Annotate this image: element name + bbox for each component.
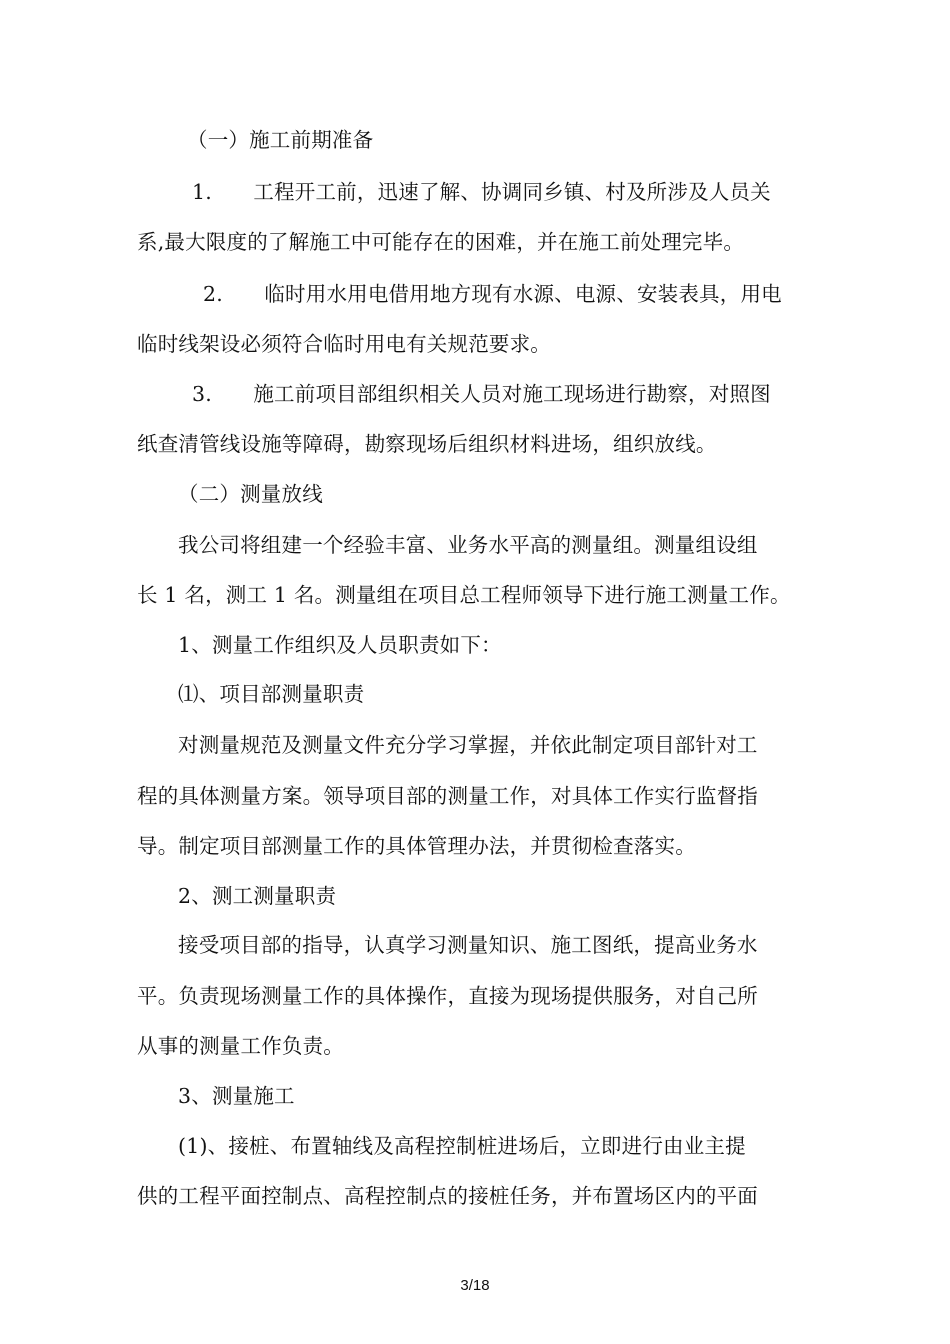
paragraph-line: 1. 工程开工前，迅速了解、协调同乡镇、村及所涉及人员关: [192, 180, 771, 204]
paragraph-line: 从事的测量工作负责。: [137, 1034, 344, 1058]
section-heading-1: （一）施工前期准备: [187, 128, 374, 152]
paragraph-line: 系,最大限度的了解施工中可能存在的困难，并在施工前处理完毕。: [137, 230, 745, 254]
subheading-line: 1、测量工作组织及人员职责如下：: [178, 633, 502, 657]
paragraph-line: 3. 施工前项目部组织相关人员对施工现场进行勘察，对照图: [192, 382, 771, 406]
paragraph-line: 接受项目部的指导，认真学习测量知识、施工图纸，提高业务水: [178, 933, 758, 957]
paragraph-line: 纸查清管线设施等障碍，勘察现场后组织材料进场，组织放线。: [137, 432, 717, 456]
paragraph-line: 我公司将组建一个经验丰富、业务水平高的测量组。测量组设组: [178, 533, 758, 557]
paragraph-line: 长 1 名，测工 1 名。测量组在项目总工程师领导下进行施工测量工作。: [137, 583, 791, 607]
paragraph-line: 供的工程平面控制点、高程控制点的接桩任务，并布置场区内的平面: [137, 1184, 758, 1208]
subheading-line: ⑴、项目部测量职责: [178, 682, 365, 706]
paragraph-line: 程的具体测量方案。领导项目部的测量工作，对具体工作实行监督指: [137, 784, 758, 808]
paragraph-line: 2. 临时用水用电借用地方现有水源、电源、安装表具，用电: [203, 282, 782, 306]
subheading-line: 2、测工测量职责: [178, 884, 337, 908]
paragraph-line: 临时线架设必须符合临时用电有关规范要求。: [137, 332, 551, 356]
section-heading-2: （二）测量放线: [178, 482, 323, 506]
page-number: 3/18: [460, 1277, 490, 1294]
subheading-line: 3、测量施工: [178, 1084, 295, 1108]
paragraph-line: 平。负责现场测量工作的具体操作，直接为现场提供服务，对自己所: [137, 984, 758, 1008]
paragraph-line: 对测量规范及测量文件充分学习掌握，并依此制定项目部针对工: [178, 733, 758, 757]
paragraph-line: 导。制定项目部测量工作的具体管理办法，并贯彻检查落实。: [137, 834, 696, 858]
paragraph-line: (1)、接桩、布置轴线及高程控制桩进场后，立即进行由业主提: [178, 1134, 746, 1158]
